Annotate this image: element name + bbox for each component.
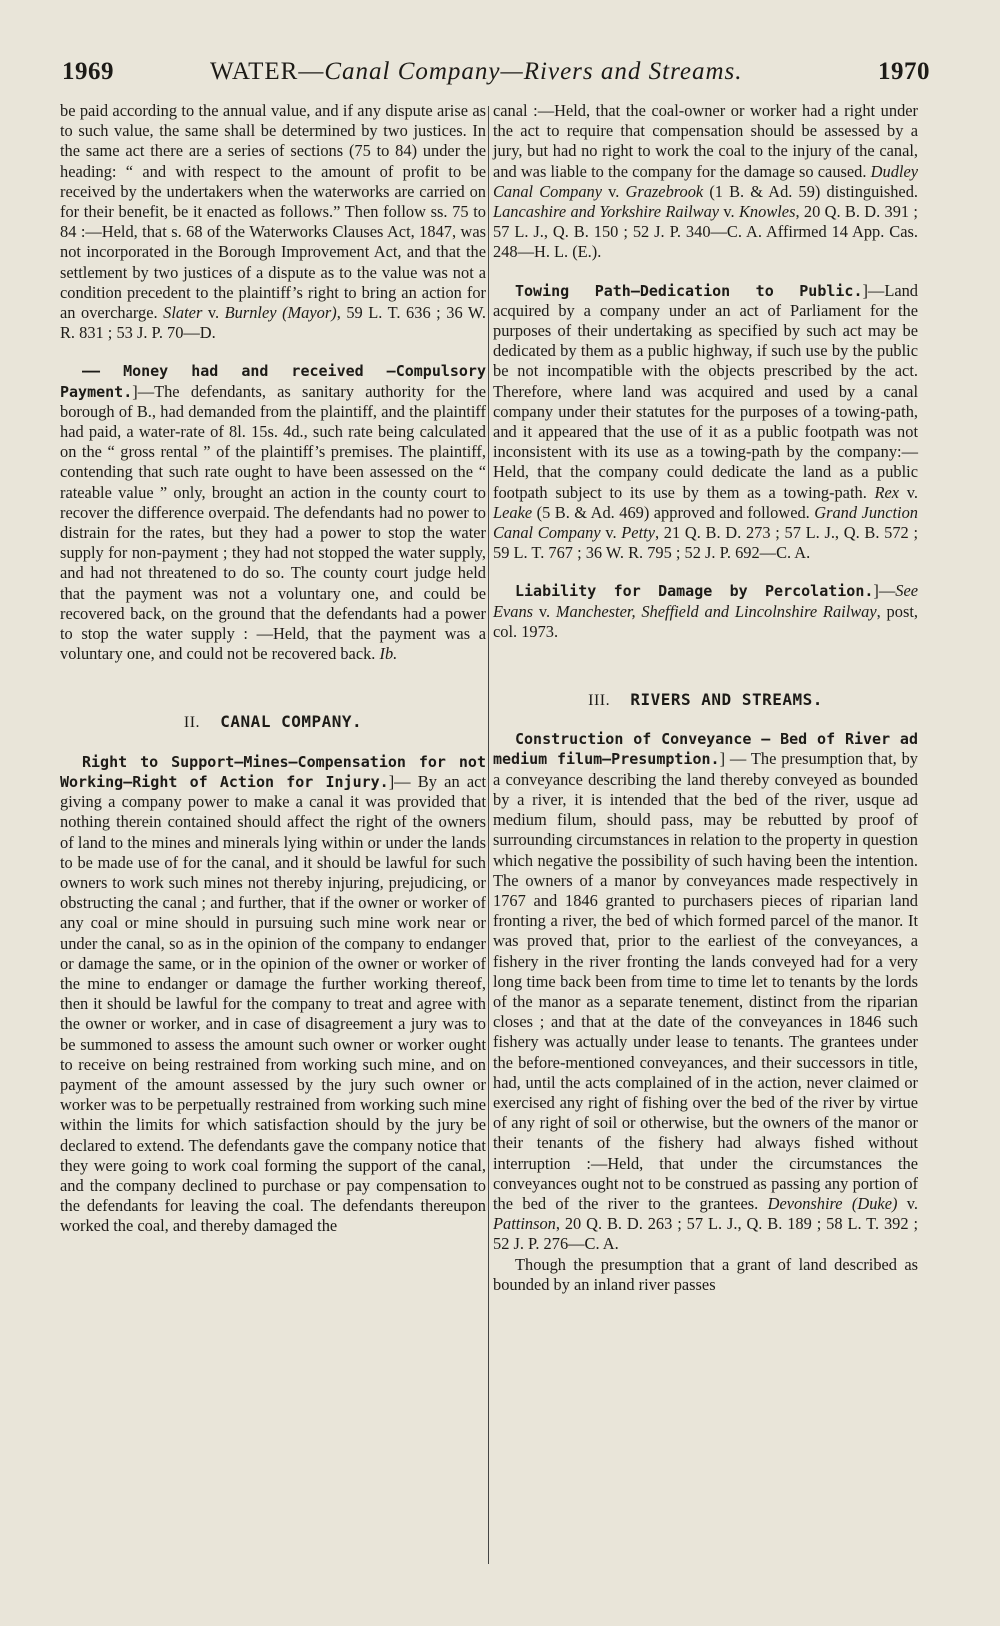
case-name: See Evans (493, 581, 918, 621)
paragraph (60, 752, 486, 1237)
versus: v. (719, 202, 739, 222)
left-page-number: 1969 (62, 58, 114, 85)
right-page-number: 1970 (878, 58, 930, 85)
versus: v. (897, 1193, 919, 1213)
case-name: Slater (163, 303, 203, 323)
running-title-main: WATER— (210, 58, 325, 85)
citation: , 20 Q. B. D. 263 ; 57 L. J., Q. B. 189 ; 58 L. T. 392 ; 52 J. P. 276—C. A. (493, 1214, 918, 1254)
paragraph-text: be paid according to the annual value, and if any dispute arise as to such value, the same shall be determined by two justices. In the same act there are a series of sections (75 to 84) under the heading: “ and with respect to the amount of profit to be received by the undertakers when the waterworks are carried on for their benefit, be it enacted as follows.” Then follow ss. 75 to 84 :—Held, that s. 68 of the Waterworks Clauses Act, 1847, was not incorporated in the Borough Improvement Act, and that the settlement by two justices of a dispute as to the value was not a condition precedent to the plaintiff’s right to bring an action for an overcharge. (60, 101, 486, 323)
paragraph-heading: Construction of Conveyance — Bed of River ad medium filum—Presumption. (493, 730, 918, 769)
versus: v. (600, 523, 622, 543)
case-name: Burnley (Mayor) (224, 303, 337, 323)
running-title-italic: Canal Company—Rivers and Streams. (324, 58, 743, 85)
section-heading (493, 690, 918, 711)
paragraph: Though the presumption that a grant of land described as bounded by an inland river passes (493, 1254, 918, 1294)
paragraph-heading: Right to Support—Mines—Compensation for not Working—Right of Action for Injury. (60, 752, 486, 791)
paragraph-heading: Towing Path—Dedication to Public. (515, 281, 863, 300)
paragraph (493, 729, 918, 1254)
case-name: Devonshire (Duke) (767, 1193, 898, 1213)
paragraph-heading: —— Money had and received —Compulsory Payment. (60, 362, 486, 401)
running-title (210, 58, 743, 86)
case-name: Manchester, Sheffield and Lincolnshire Railway (555, 601, 877, 621)
section-number: II. (183, 714, 201, 732)
paragraph (493, 281, 918, 564)
paragraph (493, 581, 918, 642)
citation: Ib. (379, 644, 398, 664)
paragraph-text: (1 B. & Ad. 59) distinguished. (703, 181, 918, 201)
paragraph-text: (5 B. & Ad. 469) approved and followed. (532, 502, 815, 522)
case-name: Grazebrook (625, 181, 704, 201)
section-title: CANAL COMPANY. (220, 712, 363, 732)
section-number: III. (588, 692, 611, 710)
versus: v. (899, 482, 918, 502)
case-name: Pattinson (493, 1214, 556, 1234)
case-name: Dudley Canal Company (493, 161, 918, 201)
case-name: Leake (493, 502, 533, 522)
right-column (493, 101, 918, 1295)
case-name: Petty (621, 523, 655, 543)
citation: , 20 Q. B. D. 391 ; 57 L. J., Q. B. 150 ; 52 J. P. 340—C. A. Affirmed 14 App. Cas. 248—H. L. (E.). (493, 202, 918, 262)
paragraph-text: ]— (873, 581, 896, 601)
paragraph-text: ]— By an act giving a company power to make a canal it was provided that nothing therein contained should affect the right of the owners of land to the mines and minerals lying within or under the lands to be made use of for the canal, and it should be lawful for such owners to work such mines not thereby injuring, prejudicing, or obstructing the canal ; and further, that if the owner or worker of any coal or mine should in pursuing such mine work near or under the canal, so as in the opinion of the company to endanger or damage the same, or in the opinion of the owner or worker of the mine to endanger or damage the further working thereof, then it should be lawful for the company to treat and agree with the owner or worker, and in case of disagreement a jury was to be summoned to assess the amount such owner or worker ought to receive on being restrained from working such mine, and on payment of the amount assessed by the jury such owner or worker was to be perpetually restrained from working such mine within the limits for which satisfaction should by the jury be declared to extend. The defendants gave the company notice that they were going to work coal forming the support of the canal, and the company declined to purchase or pay compensation to the defendants for leaving the coal. The defendants thereupon worked the coal, and thereby damaged the (60, 771, 487, 1236)
versus: v. (533, 601, 556, 621)
paragraph (60, 101, 486, 343)
left-column (60, 101, 486, 1237)
page-header (60, 58, 930, 98)
paragraph-text: canal :—Held, that the coal-owner or worker had a right under the act to require that compensation should be assessed by a jury, but had no right to work the coal to the injury of the canal, and was liable to the company for the damage so caused. (493, 101, 918, 181)
case-name: Lancashire and Yorkshire Railway (493, 202, 720, 222)
paragraph-text: ]—The defendants, as sanitary authority for the borough of B., had demanded from the plaintiff, and the plaintiff had paid, a water-rate of 8l. 15s. 4d., such rate being calculated on the “ gross rental ” of the plaintiff’s premises. The plaintiff, contending that such rate ought to have been assessed on the “ rateable value ” only, brought an action in the county court to recover the difference overpaid. The defendants had no power to distrain for the rates, but they had a power to stop the water supply for non-payment ; they had not stopped the water supply, and had not threatened to do so. The county court judge held that the payment was not a voluntary one, and could be recovered back, on the ground that the defendants had a power to stop the water supply : —Held, that the payment was a voluntary one, and could not be recovered back. (60, 381, 486, 664)
section-heading (60, 712, 486, 733)
citation: , post, col. 1973. (493, 601, 918, 641)
citation: , 21 Q. B. D. 273 ; 57 L. J., Q. B. 572 ; 59 L. T. 767 ; 36 W. R. 795 ; 52 J. P. 692—C. A. (493, 523, 918, 563)
section-title: RIVERS AND STREAMS. (630, 690, 823, 710)
paragraph-heading: Liability for Damage by Percolation. (515, 582, 874, 601)
case-name: Knowles (739, 202, 796, 222)
column-divider (488, 106, 489, 1564)
citation: , 59 L. T. 636 ; 36 W. R. 831 ; 53 J. P. 70—D. (60, 303, 486, 343)
case-name: Rex (874, 482, 900, 502)
paragraph-text: ] — The presumption that, by a conveyance describing the land thereby conveyed as bounded by a river, it is intended that the bed of the river, usque ad medium filum, should pass, may be rebutted by proof of surrounding circumstances in relation to the property in question which negative the possibility of such having been the intention. The owners of a manor by conveyances made respectively in 1767 and 1846 granted to purchasers pieces of riparian land fronting a river, the bed of which formed parcel of the manor. It was proved that, prior to the earliest of the conveyances, a fishery in the river fronting the lands conveyed had for a very long time back been from time to time let to tenants by the lords of the manor as a separate tenement, distinct from the riparian closes ; and that at the date of the conveyances in 1846 such fishery was actually under lease to tenants. The grantees under the before-mentioned conveyances, and their successors in title, had, until the acts complained of in the action, never claimed or exercised any right of fishing over the bed of the river by virtue of any right of soil or otherwise, but the owners of the manor or their tenants of the fishery had always fished without interruption :—Held, that under the circumstances the conveyances ought not to be construed as passing any portion of the bed of the river to the grantees. (493, 749, 918, 1213)
paragraph-text: ]—Land acquired by a company under an act of Parliament for the purposes of their undertaking as specified by such act may be dedicated by them as a public highway, if such use by the public be not incompatible with the objects prescribed by the act. Therefore, where land was acquired and used by a canal company under their statutes for the purposes of a towing-path, and it appeared that the use of it as a public footpath was not inconsistent with its use as a towing-path by the company:—Held, that the company could dedicate the land as a public footpath subject to its use by them as a towing-path. (493, 280, 918, 502)
versus: v. (202, 303, 225, 323)
paragraph (493, 101, 918, 263)
versus: v. (602, 181, 626, 201)
paragraph (60, 361, 486, 664)
case-name: Grand Junction Canal Company (493, 502, 918, 543)
